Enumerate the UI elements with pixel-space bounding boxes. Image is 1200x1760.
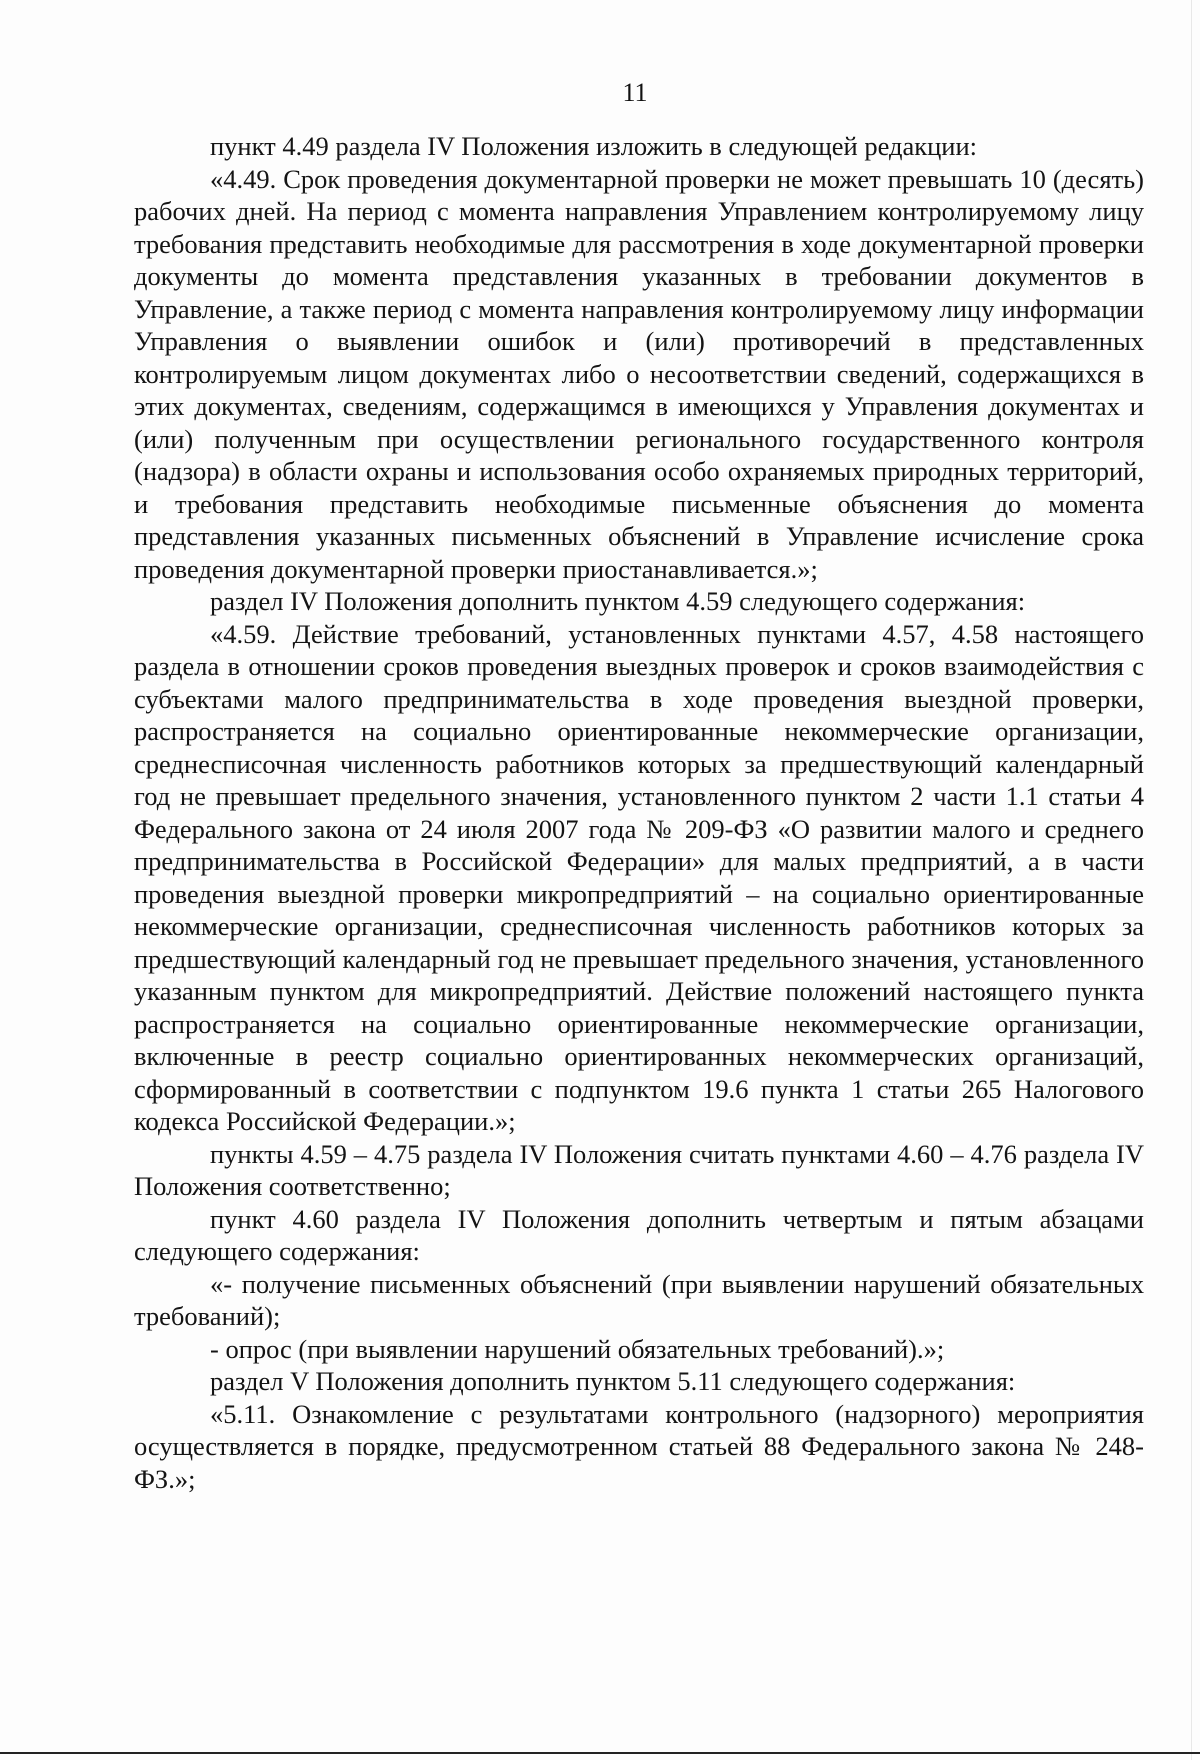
paragraph-2: «4.49. Срок проведения документарной проверки не может превышать 10 (десять) рабочих дней. На период с момента направления Управлением контролируемому лицу требования представить необходимые для рассмотрения в ходе документарной проверки документы до момента представления указанных в требовании документов в Управление, а также период с момента направления контролируемому лицу информации Управления о выявлении ошибок и (или) противоречий в представленных контролируемым лицом документах либо о несоответствии сведений, содержащихся в этих документах, сведениям, содержащимся в имеющихся у Управления документах и (или) полученным при осуществлении регионального государственного контроля (надзора) в области охраны и использования особо охраняемых природных территорий, и требования представить необходимые письменные объяснения до момента представления указанных письменных объяснений в Управление исчисление срока проведения документарной проверки приостанавливается.»; (134, 163, 1144, 584)
document-body (134, 130, 1144, 1495)
paragraph-7: «- получение письменных объяснений (при выявлении нарушений обязательных требований); (134, 1268, 1144, 1331)
page-edge-shadow (1191, 0, 1192, 1760)
paragraph-6: пункт 4.60 раздела IV Положения дополнить четвертым и пятым абзацами следующего содержания: (134, 1203, 1144, 1266)
page-number: 11 (622, 78, 648, 107)
paragraph-5: пункты 4.59 – 4.75 раздела IV Положения считать пунктами 4.60 – 4.76 раздела IV Положения соответственно; (134, 1138, 1144, 1201)
paragraph-1: пункт 4.49 раздела IV Положения изложить в следующей редакции: (210, 131, 978, 161)
paragraph-4: «4.59. Действие требований, установленных пунктами 4.57, 4.58 настоящего раздела в отношении сроков проведения выездных проверок и сроков взаимодействия с субъектами малого предпринимательства в ходе проведения выездной проверки, распространяется на социально ориентированные некоммерческие организации, среднесписочная численность работников которых за предшествующий календарный год не превышает предельного значения, установленного пунктом 2 части 1.1 статьи 4 Федерального закона от 24 июля 2007 года № 209-ФЗ «О развитии малого и среднего предпринимательства в Российской Федерации» для малых предприятий, а в части проведения выездной проверки микропредприятий – на социально ориентированные некоммерческие организации, среднесписочная численность работников которых за предшествующий календарный год не превышает предельного значения, установленного указанным пунктом для микропредприятий. Действие положений настоящего пункта распространяется на социально ориентированные некоммерческие организации, включенные в реестр социально ориентированных некоммерческих организаций, сформированный в соответствии с подпунктом 19.6 пункта 1 статьи 265 Налогового кодекса Российской Федерации.»; (134, 618, 1144, 1136)
scan-bottom-edge (0, 1752, 1200, 1754)
paragraph-3: раздел IV Положения дополнить пунктом 4.59 следующего содержания: (210, 586, 1026, 616)
paragraph-8: - опрос (при выявлении нарушений обязательных требований).»; (210, 1333, 945, 1364)
paragraph-9: раздел V Положения дополнить пунктом 5.11 следующего содержания: (210, 1366, 1016, 1396)
paragraph-10: «5.11. Ознакомление с результатами контрольного (надзорного) мероприятия осуществляется в порядке, предусмотренном статьей 88 Федерального закона № 248-ФЗ.»; (134, 1398, 1144, 1494)
